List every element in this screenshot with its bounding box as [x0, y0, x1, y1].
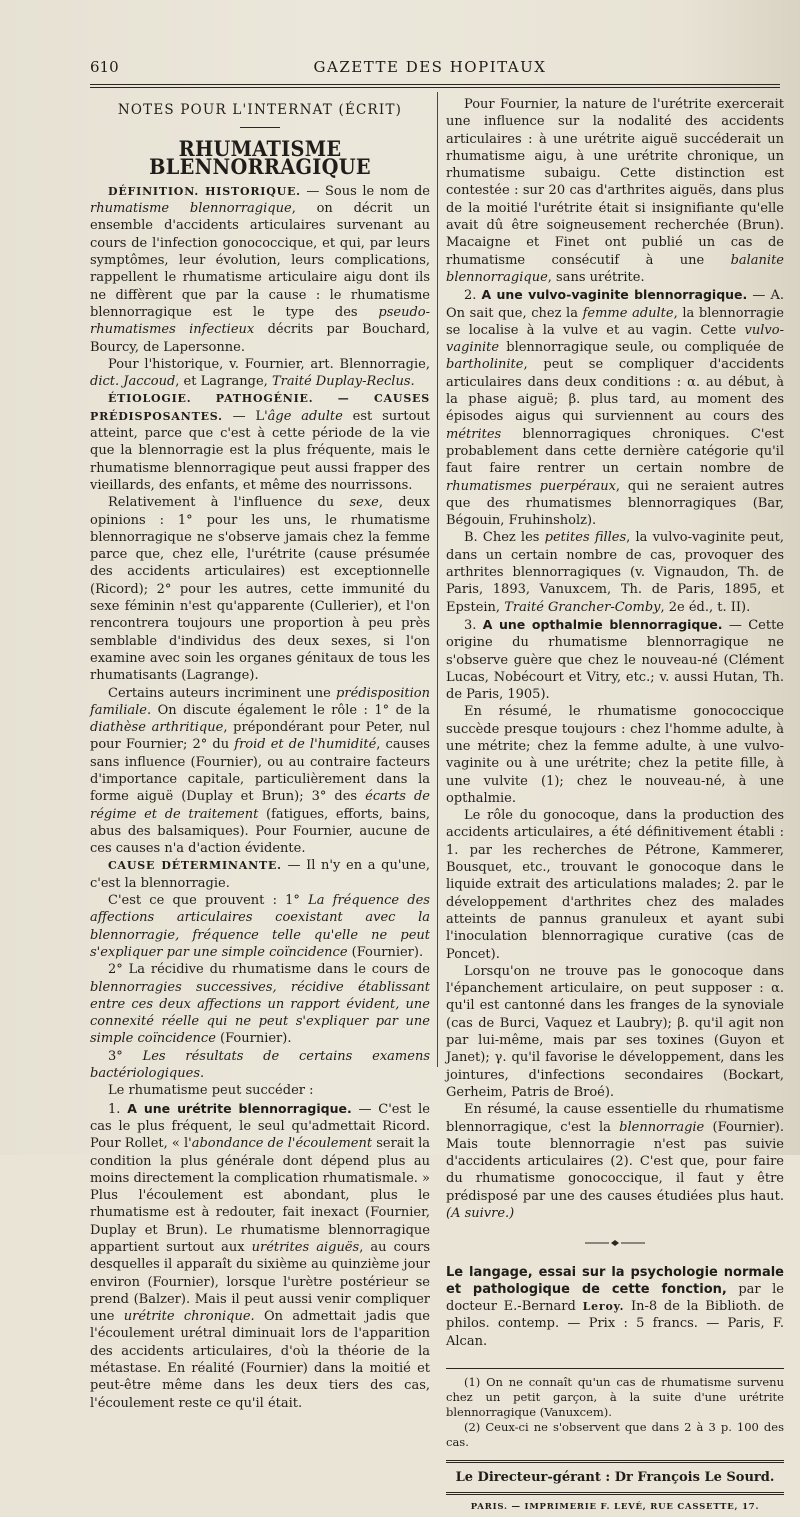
- director-line: Le Directeur-gérant : Dr François Le Sourd.: [455, 1470, 775, 1486]
- footer-rule: [446, 1460, 784, 1463]
- ornament-icon: [585, 1239, 645, 1247]
- paragraph: Le rôle du gonocoque, dans la production des accidents articulaires, a été définitivement établi : 1. par les recherches de Pétrone, Kammerer, Bousquet, etc., trouvant le gonocoque dans le liquide extrait des articulations malades; 2. par le développement d'arthrites chez des malades atteints de pannus granuleux et ayant subi l'inoculation blennorragique curative (cas de Poncet).: [446, 808, 784, 962]
- paragraph: 2. A une vulvo-vaginite blennorragique. — A. On sait que, chez la femme adulte, la blennorragie se localise à la vulve et au vagin. Cette vulvo-vaginite blennorragique seule, ou compliquée de bartholinite, peut se compliquer d'accidents articulaires dans deux conditions : α. au début, à la phase aiguë; β. plus tard, au moment des épisodes aigus qui surviennent au cours des métrites blennorragiques chroniques. C'est probablement dans cette dernière catégorie qu'il faut faire rentrer un certain nombre de rhumatismes puerpéraux, qui ne seraient autres que des rhumatismes blennorragiques (Bar, Bégouin, Fruhinsholz).: [446, 287, 784, 529]
- paragraph: B. Chez les petites filles, la vulvo-vaginite peut, dans un certain nombre de cas, provoquer des arthrites blennorragiques (v. Vignaudon, Th. de Paris, 1893, Vanuxcem, Th. de Paris, 1895, et Epstein, Traité Grancher-Comby, 2e éd., t. II).: [446, 530, 784, 615]
- footnote: (2) Ceux-ci ne s'observent que dans 2 à 3 p. 100 des cas.: [446, 1420, 784, 1450]
- page-number: 610: [90, 58, 119, 76]
- right-column: [446, 96, 784, 1517]
- paragraph: Pour Fournier, la nature de l'urétrite exercerait une influence sur la nodalité des accidents articulaires : à une urétrite aiguë succéderait un rhumatisme aigu, à une urétrite chronique, un rhumatisme subaigu. Cette distinction est contestée : sur 20 cas d'arthrites aiguës, dans plus de la moitié l'urétrite était si insignifiante qu'elle avait dû être soigneusement recherchée (Brun). Macaigne et Finet ont publié un cas de rhumatisme consécutif à une balanite blennorragique, sans urétrite.: [446, 97, 784, 285]
- paragraph: Relativement à l'influence du sexe, deux opinions : 1° pour les uns, le rhumatisme blennorragique ne s'observe jamais chez la femme parce que, chez elle, l'urétrite (cause présumée des accidents articulaires) est exceptionnelle (Ricord); 2° pour les autres, cette immunité du sexe féminin n'est qu'apparente (Cullerier), et l'on rencontrera toujours une proportion à peu près semblable d'individus des deux sexes, si l'on examine avec soin les organes génitaux de tous les rhumatisants (Lagrange).: [90, 495, 431, 684]
- paragraph: Certains auteurs incriminent une prédisposition familiale. On discute également le rôle : 1° de la diathèse arthritique, prépondérant pour Peter, nul pour Fournier; 2° du froid et de l'humidité, causes sans influence (Fournier), ou au contraire facteurs d'importance capitale, particulièrement dans la forme aiguë (Duplay et Brun); 3° des écarts de régime et de traitement (fatigues, efforts, bains, abus des balsamiques). Pour Fournier, aucune de ces causes n'a d'action évidente.: [90, 685, 431, 857]
- title-rule: [240, 127, 280, 128]
- paragraph: 3° Les résultats de certains examens bactériologiques.: [90, 1048, 430, 1082]
- separator-ornament: [446, 1236, 784, 1253]
- paragraph: ÉTIOLOGIE. PATHOGÉNIE. — CAUSES PRÉDISPOSANTES. — L'âge adulte est surtout atteint, parce que c'est à cette période de la vie que la blennorragie est la plus fréquente, mais le rhumatisme blennorragique peut aussi frapper des vieillards, des enfants, et même des nourrissons.: [90, 392, 430, 493]
- header-rule-2: [90, 87, 780, 88]
- header-rule: [90, 84, 780, 85]
- paragraph: 1. A une urétrite blennorragique. — C'est le cas le plus fréquent, le seul qu'admettait Ricord. Pour Rollet, « l'abondance de l'écoulement serait la condition la plus générale dont dépend plus au moins directement la complication rhumatismale. » Plus l'écoulement est abondant, plus le rhumatisme est à redouter, fait inexact (Fournier, Duplay et Brun). Le rhumatisme blennorragique appartient surtout aux urétrites aiguës, au cours desquelles il apparaît du sixième au quinzième jour environ (Fournier), lorsque l'urètre postérieur se prend (Balzer). Mais il peut aussi venir compliquer une urétrite chronique. On admettait jadis que l'écoulement urétral diminuait lors de l'apparition des accidents articulaires, d'où la théorie de la métastase. En réalité (Fournier) dans la moitié et peut-être même dans les deux tiers des cas, l'écoulement reste ce qu'il était.: [90, 1100, 431, 1411]
- imprint-line: PARIS. — IMPRIMERIE F. LEVÉ, RUE CASSETTE, 17.: [470, 1502, 760, 1513]
- footer-rule-2: [446, 1492, 784, 1495]
- paragraph: 3. A une opthalmie blennorragique. — Cette origine du rhumatisme blennorragique ne s'observe guère que chez le nouveau-né (Clément Lucas, Nobécourt et Vitry, etc.; v. aussi Hutan, Th. de Paris, 1905).: [446, 616, 784, 703]
- footnote-rule: [446, 1368, 784, 1369]
- paragraph: En résumé, la cause essentielle du rhumatisme blennorragique, c'est la blennorragie (Fournier). Mais toute blennorragie n'est pas suivie d'accidents articulaires (2). C'est que, pour faire du rhumatisme gonococcique, il faut y être prédisposé par une des causes étudiées plus haut. (A suivre.): [446, 1102, 784, 1221]
- paragraph: CAUSE DÉTERMINANTE. — Il n'y en a qu'une, c'est la blennorragie.: [90, 858, 430, 891]
- paragraph: C'est ce que prouvent : 1° La fréquence des affections articulaires coexistant avec la blennorragie, fréquence telle qu'elle ne peut s'expliquer par une simple coïncidence (Fournier).: [90, 893, 430, 960]
- paragraph: DÉFINITION. HISTORIQUE. — Sous le nom de rhumatisme blennorragique, on décrit un ensemble d'accidents articulaires survenant au cours de l'infection gonococcique, et qui, par leurs symptômes, leur évolution, leurs complications, rappellent le rhumatisme articulaire aigu dont ils ne diffèrent que par la cause : le rhumatisme blennorragique est le type des pseudo-rhumatismes infectieux décrits par Bouchard, Bourcy, de Lapersonne.: [90, 183, 431, 355]
- paragraph: Le rhumatisme peut succéder :: [108, 1083, 314, 1099]
- running-header: [90, 58, 770, 80]
- book-review: Le langage, essai sur la psychologie normale et pathologique de cette fonction, par le docteur E.-Bernard Leroy. In-8 de la Biblioth. de philos. contemp. — Prix : 5 francs. — Paris, F. Alcan.: [446, 1264, 785, 1349]
- paragraph: 2° La récidive du rhumatisme dans le cours de blennorragies successives, récidive établissant entre ces deux affections un rapport évident, une connexité réelle qui ne peut s'expliquer par une simple coïncidence (Fournier).: [90, 962, 430, 1047]
- footnote: (1) On ne connaît qu'un cas de rhumatisme survenu chez un petit garçon, à la suite d'une urétrite blennorragique (Vanuxcem).: [446, 1375, 784, 1420]
- paragraph: En résumé, le rhumatisme gonococcique succède presque toujours : chez l'homme adulte, à une métrite; chez la femme adulte, à une vulvo-vaginite ou à une urétrite; chez la petite fille, à une vulvite (1); chez le nouveau-né, à une opthalmie.: [446, 704, 784, 806]
- journal-title: GAZETTE DES HOPITAUX: [313, 58, 547, 76]
- section-label: NOTES POUR L'INTERNAT (ÉCRIT): [117, 102, 403, 118]
- left-column: [90, 96, 430, 1412]
- article-title: RHUMATISME BLENNORRAGIQUE: [149, 136, 371, 179]
- paragraph: Pour l'historique, v. Fournier, art. Blennorragie, dict. Jaccoud, et Lagrange, Traité Duplay-Reclus.: [90, 356, 430, 390]
- column-divider: [437, 92, 438, 1067]
- to-be-continued: (A suivre.): [446, 1206, 515, 1221]
- paragraph: Lorsqu'on ne trouve pas le gonocoque dans l'épanchement articulaire, on peut supposer : α. qu'il est cantonné dans les franges de la synoviale (cas de Burci, Vaquez et Laubry); β. qu'il agit non par lui-même, mais par ses toxines (Guyon et Janet); γ. qu'il favorise le développement, dans les jointures, d'infections secondaires (Bockart, Gerheim, Patris de Broé).: [446, 963, 784, 1100]
